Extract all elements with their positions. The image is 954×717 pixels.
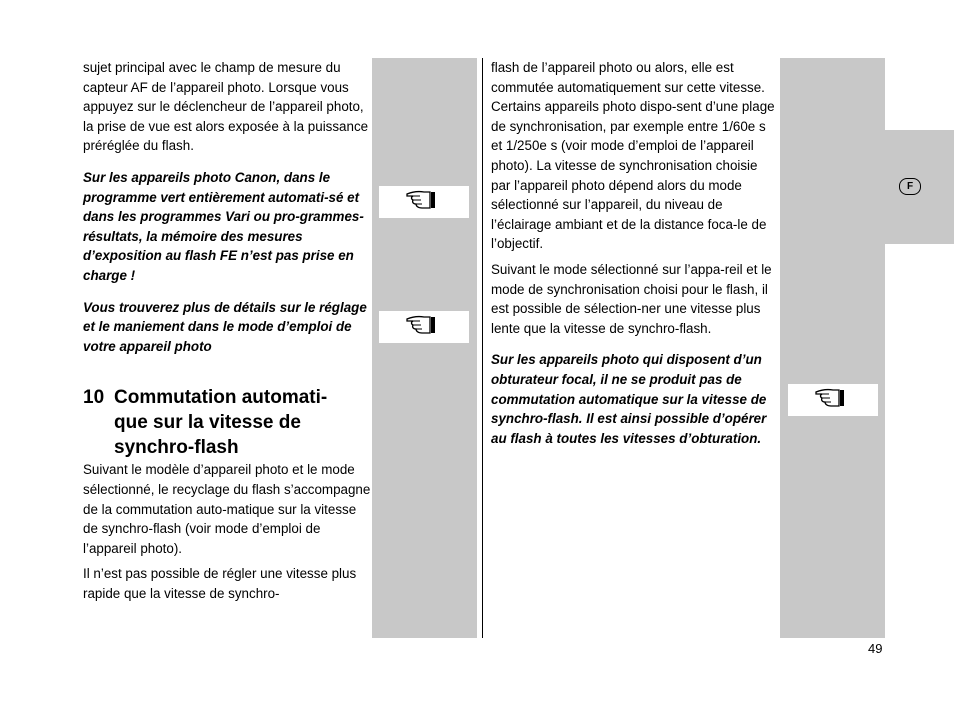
section-heading — [83, 385, 371, 460]
right-paragraph-1: flash de l’appareil photo ou alors, elle est commutée automatiquement sur cette vitesse. Certains appareils photo dispo-sent d’une plage de synchronisation, par exemple entre 1/60e s et 1/250e s (voir mode d’emploi de l’appareil photo). La vitesse de synchronisation choisie par l’appareil photo dépend alors du mode sélectionné sur l’appareil, du niveau de l’éclairage ambiant et de la distance foca-le de l’objectif. — [491, 60, 775, 252]
left-note-2: Vous trouverez plus de détails sur le réglage et le maniement dans le mode d’emploi de votre appareil photo — [83, 299, 367, 354]
pointing-hand-icon — [404, 313, 444, 342]
note-marker-2 — [379, 311, 469, 343]
left-column — [83, 58, 371, 603]
left-margin-strip — [372, 58, 477, 638]
note-marker-1 — [379, 186, 469, 218]
page-number: 49 — [868, 641, 883, 656]
column-divider — [482, 58, 483, 638]
pointing-hand-icon — [813, 386, 853, 415]
language-badge: F — [899, 178, 921, 195]
left-paragraph-1: sujet principal avec le champ de mesure du capteur AF de l’appareil photo. Lorsque vous appuyez sur le déclencheur de l’appareil photo, la prise de vue est alors exposée à la puissance préréglée du flash. — [83, 60, 369, 154]
right-paragraph-2: Suivant le mode sélectionné sur l’appa-reil et le mode de synchronisation choisi pour le flash, il est possible de sélection-ner une vitesse plus lente que la vitesse de synchro-flash. — [491, 261, 772, 336]
section-title-line-2: que sur la vitesse de — [114, 412, 301, 434]
section-title-line-1: Commutation automati- — [114, 387, 328, 409]
left-note-1: Sur les appareils photo Canon, dans le programme vert entièrement automati-sé et dans les programmes Vari ou pro-grammes-résultats, la mémoire des mesures d’exposition au flash FE n’est pas prise en charge ! — [83, 169, 364, 283]
right-note-1: Sur les appareils photo qui disposent d’un obturateur focal, il ne se produit pas de commutation automatique sur la vitesse de synchro-flash. Il est ainsi possible d’opérer au flash à toutes les vitesses d’obturation. — [491, 352, 767, 446]
left-paragraph-3: Il n’est pas possible de régler une vitesse plus rapide que la vitesse de synchro- — [83, 566, 357, 601]
right-column — [491, 58, 779, 448]
right-margin-strip — [780, 58, 885, 638]
pointing-hand-icon — [404, 188, 444, 217]
note-marker-3 — [788, 384, 878, 416]
section-number: 10 — [83, 387, 105, 409]
section-title-line-3: synchro-flash — [114, 437, 239, 459]
left-paragraph-2: Suivant le modèle d’appareil photo et le mode sélectionné, le recyclage du flash s’accompagne de la commutation auto-matique sur la vitesse de synchro-flash (voir mode d’emploi de l’appareil photo). — [83, 462, 371, 556]
